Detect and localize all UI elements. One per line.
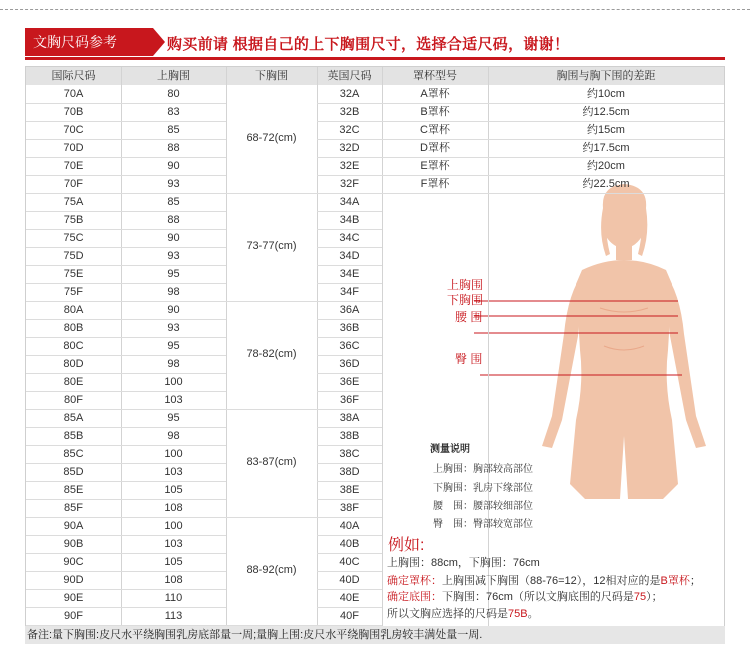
- size-table: [25, 66, 725, 628]
- bust-difference-cell: 约12.5cm: [582, 106, 630, 118]
- upper-bust-cell: 95: [167, 340, 180, 352]
- band-step-label: 确定底围：: [387, 591, 442, 603]
- upper-bust-cell: 85: [167, 124, 180, 136]
- upper-bust-cell: 103: [164, 394, 183, 406]
- band-step-end: ）；: [646, 591, 663, 603]
- uk-size-cell: 34F: [340, 286, 359, 298]
- uk-size-cell: 40A: [339, 520, 360, 532]
- underbust-range-cell: 83-87(cm): [246, 456, 297, 468]
- bust-difference-cell: 约17.5cm: [582, 142, 630, 154]
- uk-size-cell: 32D: [339, 142, 360, 154]
- top-dashed-divider: [0, 9, 750, 10]
- underbust-range-cell: 68-72(cm): [246, 132, 297, 144]
- upper-bust-cell: 95: [167, 268, 180, 280]
- upper-bust-cell: 88: [167, 142, 180, 154]
- header-underbust: 下胸围: [255, 70, 288, 82]
- upper-bust-cell: 93: [167, 322, 180, 334]
- cup-type-cell: F罩杯: [420, 178, 450, 190]
- row-divider: [382, 193, 724, 194]
- example-line-4: [387, 605, 539, 621]
- header-bust-difference: 胸围与胸下围的差距: [556, 70, 656, 82]
- upper-bust-cell: 100: [164, 448, 183, 460]
- intl-size-cell: 85E: [63, 484, 84, 496]
- uk-size-cell: 40E: [339, 592, 360, 604]
- upper-bust-cell: 100: [164, 520, 183, 532]
- intl-size-cell: 80D: [63, 358, 84, 370]
- upper-bust-cell: 93: [167, 250, 180, 262]
- header-cup-type: 罩杯型号: [413, 70, 457, 82]
- marker-upper-bust: 上胸围: [447, 278, 484, 292]
- uk-size-cell: 38D: [339, 466, 360, 478]
- intl-size-cell: 90B: [63, 538, 84, 550]
- uk-size-cell: 38E: [339, 484, 360, 496]
- upper-bust-cell: 95: [167, 412, 180, 424]
- cup-step-end: ；: [689, 575, 701, 587]
- cup-step-label: 确定罩杯：: [387, 575, 442, 587]
- uk-size-cell: 36D: [339, 358, 360, 370]
- intl-size-cell: 85F: [64, 502, 83, 514]
- upper-bust-cell: 108: [164, 502, 183, 514]
- intl-size-cell: 80F: [64, 394, 83, 406]
- intl-size-cell: 75C: [63, 232, 84, 244]
- upper-bust-cell: 103: [164, 538, 183, 550]
- uk-size-cell: 40F: [340, 610, 359, 622]
- cup-type-cell: C罩杯: [420, 124, 450, 136]
- intl-size-cell: 85D: [63, 466, 84, 478]
- upper-bust-cell: 113: [164, 610, 183, 622]
- section-tag: 文胸尺码参考: [25, 28, 153, 56]
- upper-bust-cell: 105: [164, 556, 183, 568]
- upper-bust-cell: 98: [167, 430, 180, 442]
- bust-difference-cell: 约22.5cm: [582, 178, 630, 190]
- result-text: 所以文胸应选择的尺码是: [387, 608, 508, 620]
- example-line-1: [387, 554, 540, 570]
- legend-hips: 臀 围：臀部较宽部位: [433, 519, 533, 530]
- example-title: 例如:: [388, 537, 425, 554]
- intl-size-cell: 70B: [63, 106, 84, 118]
- upper-bust-cell: 80: [167, 88, 180, 100]
- header-intl-size: 国际尺码: [51, 70, 96, 82]
- uk-size-cell: 34D: [339, 250, 360, 262]
- uk-size-cell: 34B: [339, 214, 360, 226]
- upper-bust-cell: 90: [167, 160, 180, 172]
- uk-size-cell: 40D: [339, 574, 360, 586]
- uk-size-cell: 34E: [339, 268, 360, 280]
- intl-size-cell: 80E: [63, 376, 84, 388]
- uk-size-cell: 32B: [339, 106, 360, 118]
- example-line-3: [387, 588, 663, 604]
- table-header-row: [26, 67, 724, 85]
- intl-size-cell: 80B: [63, 322, 84, 334]
- intl-size-cell: 75F: [64, 286, 83, 298]
- intl-size-cell: 85B: [63, 430, 84, 442]
- uk-size-cell: 40B: [339, 538, 360, 550]
- upper-bust-cell: 98: [167, 358, 180, 370]
- marker-underbust: 下胸围: [447, 293, 484, 307]
- upper-bust-cell: 105: [164, 484, 183, 496]
- legend-waist: 腰 围：腰部较细部位: [433, 501, 533, 512]
- intl-size-cell: 75A: [63, 196, 84, 208]
- cup-type-cell: E罩杯: [420, 160, 450, 172]
- cup-type-cell: B罩杯: [420, 106, 450, 118]
- uk-size-cell: 36E: [339, 376, 360, 388]
- intl-size-cell: 80C: [63, 340, 84, 352]
- bust-difference-cell: 约20cm: [587, 160, 625, 172]
- intl-size-cell: 70A: [63, 88, 84, 100]
- uk-size-cell: 38B: [339, 430, 360, 442]
- uk-size-cell: 32F: [340, 178, 359, 190]
- intl-size-cell: 90A: [63, 520, 84, 532]
- legend-title: 测量说明: [430, 444, 470, 455]
- upper-bust-cell: 100: [164, 376, 183, 388]
- underbust-range-cell: 88-92(cm): [246, 564, 297, 576]
- upper-bust-cell: 108: [164, 574, 183, 586]
- uk-size-cell: 36C: [339, 340, 360, 352]
- intl-size-cell: 70E: [63, 160, 84, 172]
- cup-type-cell: A罩杯: [420, 88, 450, 100]
- bust-difference-cell: 约10cm: [587, 88, 625, 100]
- upper-bust-cell: 93: [167, 178, 180, 190]
- underbust-range-cell: 78-82(cm): [246, 348, 297, 360]
- uk-size-cell: 32A: [339, 88, 360, 100]
- red-rule: [25, 57, 725, 60]
- upper-bust-cell: 103: [164, 466, 183, 478]
- cup-type-cell: D罩杯: [420, 142, 450, 154]
- upper-bust-cell: 90: [167, 304, 180, 316]
- uk-size-cell: 36A: [339, 304, 360, 316]
- intl-size-cell: 70C: [63, 124, 84, 136]
- uk-size-cell: 38F: [340, 502, 359, 514]
- header-uk-size: 英国尺码: [327, 70, 372, 82]
- upper-bust-cell: 83: [167, 106, 180, 118]
- intl-size-cell: 90D: [63, 574, 84, 586]
- intl-size-cell: 70F: [64, 178, 83, 190]
- uk-size-cell: 38A: [339, 412, 360, 424]
- band-step-value: 75: [633, 591, 647, 603]
- uk-size-cell: 34A: [339, 196, 360, 208]
- legend-upper-bust: 上胸围：胸部较高部位: [433, 464, 533, 475]
- example-measurements: 上胸围：88cm，下胸围：76cm: [387, 557, 540, 569]
- underbust-range-cell: 73-77(cm): [246, 240, 297, 252]
- intl-size-cell: 90C: [63, 556, 84, 568]
- intl-size-cell: 75D: [63, 250, 84, 262]
- upper-bust-cell: 88: [167, 214, 180, 226]
- band-step-text: 下胸围：76cm（所以文胸底围的尺码是: [442, 591, 634, 603]
- footer-note: 备注:量下胸围:皮尺水平绕胸围乳房底部量一周;量胸上围:皮尺水平绕胸围乳房较丰满处量一周.: [25, 626, 725, 644]
- intl-size-cell: 80A: [63, 304, 84, 316]
- intl-size-cell: 90F: [64, 610, 83, 622]
- marker-hips: 臀 围: [455, 352, 483, 366]
- result-value: 75B: [508, 608, 528, 620]
- upper-bust-cell: 90: [167, 232, 180, 244]
- intl-size-cell: 85A: [63, 412, 84, 424]
- uk-size-cell: 34C: [339, 232, 360, 244]
- intl-size-cell: 85C: [63, 448, 84, 460]
- uk-size-cell: 36F: [340, 394, 359, 406]
- page-headline: 购买前请 根据自己的上下胸围尺寸，选择合适尺码，谢谢！: [167, 36, 570, 53]
- intl-size-cell: 90E: [63, 592, 84, 604]
- upper-bust-cell: 98: [167, 286, 180, 298]
- header-upper-bust: 上胸围: [157, 70, 190, 82]
- result-end: 。: [527, 608, 539, 620]
- intl-size-cell: 75B: [63, 214, 84, 226]
- cup-step-text: 上胸围减下胸围（88-76=12），12相对应的是: [442, 575, 661, 587]
- upper-bust-cell: 85: [167, 196, 180, 208]
- uk-size-cell: 32E: [339, 160, 360, 172]
- uk-size-cell: 36B: [339, 322, 360, 334]
- legend-underbust: 下胸围：乳房下缘部位: [433, 483, 533, 494]
- example-line-2: [387, 572, 701, 588]
- uk-size-cell: 38C: [339, 448, 360, 460]
- upper-bust-cell: 110: [164, 592, 183, 604]
- marker-waist: 腰 围: [455, 310, 483, 324]
- uk-size-cell: 40C: [339, 556, 360, 568]
- intl-size-cell: 70D: [63, 142, 84, 154]
- cup-step-value: B罩杯: [660, 575, 690, 587]
- bust-difference-cell: 约15cm: [587, 124, 625, 136]
- uk-size-cell: 32C: [339, 124, 360, 136]
- intl-size-cell: 75E: [63, 268, 84, 280]
